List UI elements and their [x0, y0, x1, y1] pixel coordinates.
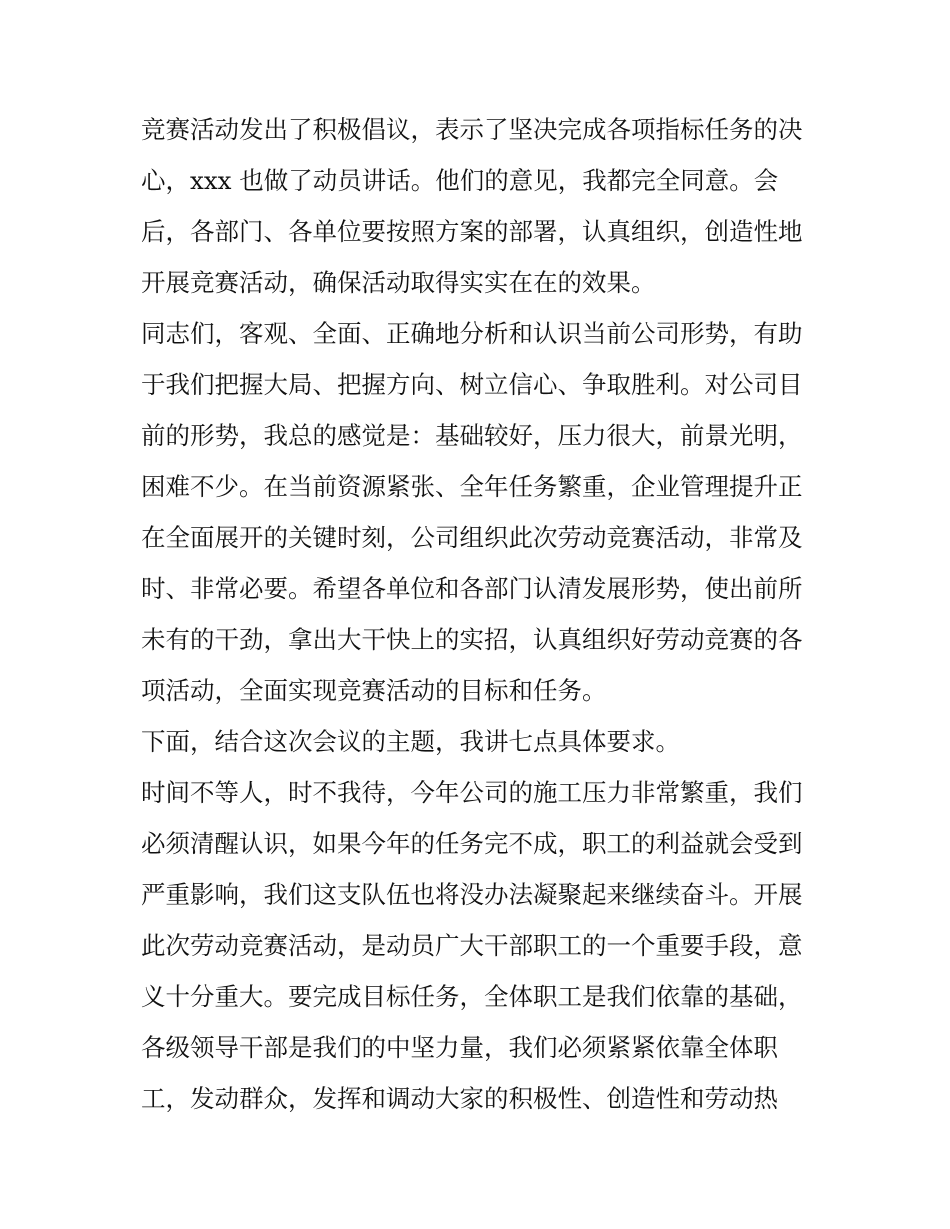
text-line: 义十分重大。要完成目标任务，全体职工是我们依靠的基础， — [141, 982, 803, 1011]
text-line: 困难不少。在当前资源紧张、全年任务繁重，企业管理提升正 — [141, 472, 803, 501]
text-line: 各级领导干部是我们的中坚力量，我们必须紧紧依靠全体职 — [141, 1033, 778, 1062]
text-line: 竞赛活动发出了积极倡议，表示了坚决完成各项指标任务的决 — [141, 115, 803, 144]
text-line: 同志们，客观、全面、正确地分析和认识当前公司形势，有助 — [141, 319, 803, 348]
document-body — [141, 104, 821, 1124]
text-line: 必须清醒认识，如果今年的任务完不成，职工的利益就会受到 — [141, 829, 803, 858]
text-line: 工，发动群众，发挥和调动大家的积极性、创造性和劳动热 — [141, 1084, 778, 1113]
text-line: 项活动，全面实现竞赛活动的目标和任务。 — [141, 676, 607, 705]
text-line: 此次劳动竞赛活动，是动员广大干部职工的一个重要手段，意 — [141, 931, 803, 960]
text-line: 前的形势，我总的感觉是：基础较好，压力很大，前景光明， — [141, 421, 803, 450]
text-line: 后，各部门、各单位要按照方案的部署，认真组织，创造性地 — [141, 217, 803, 246]
text-line: 下面，结合这次会议的主题，我讲七点具体要求。 — [141, 727, 680, 756]
text-line: 时间不等人，时不我待，今年公司的施工压力非常繁重，我们 — [141, 778, 803, 807]
text-line: 严重影响，我们这支队伍也将没办法凝聚起来继续奋斗。开展 — [141, 880, 803, 909]
text-line: 时、非常必要。希望各单位和各部门认清发展形势，使出前所 — [141, 574, 803, 603]
text-line: 心，xxx 也做了动员讲话。他们的意见，我都完全同意。会 — [141, 166, 779, 195]
text-line: 在全面展开的关键时刻，公司组织此次劳动竞赛活动，非常及 — [141, 523, 803, 552]
text-line: 于我们把握大局、把握方向、树立信心、争取胜利。对公司目 — [141, 370, 803, 399]
text-line: 开展竞赛活动，确保活动取得实实在在的效果。 — [141, 268, 656, 297]
text-line: 未有的干劲，拿出大干快上的实招，认真组织好劳动竞赛的各 — [141, 625, 803, 654]
